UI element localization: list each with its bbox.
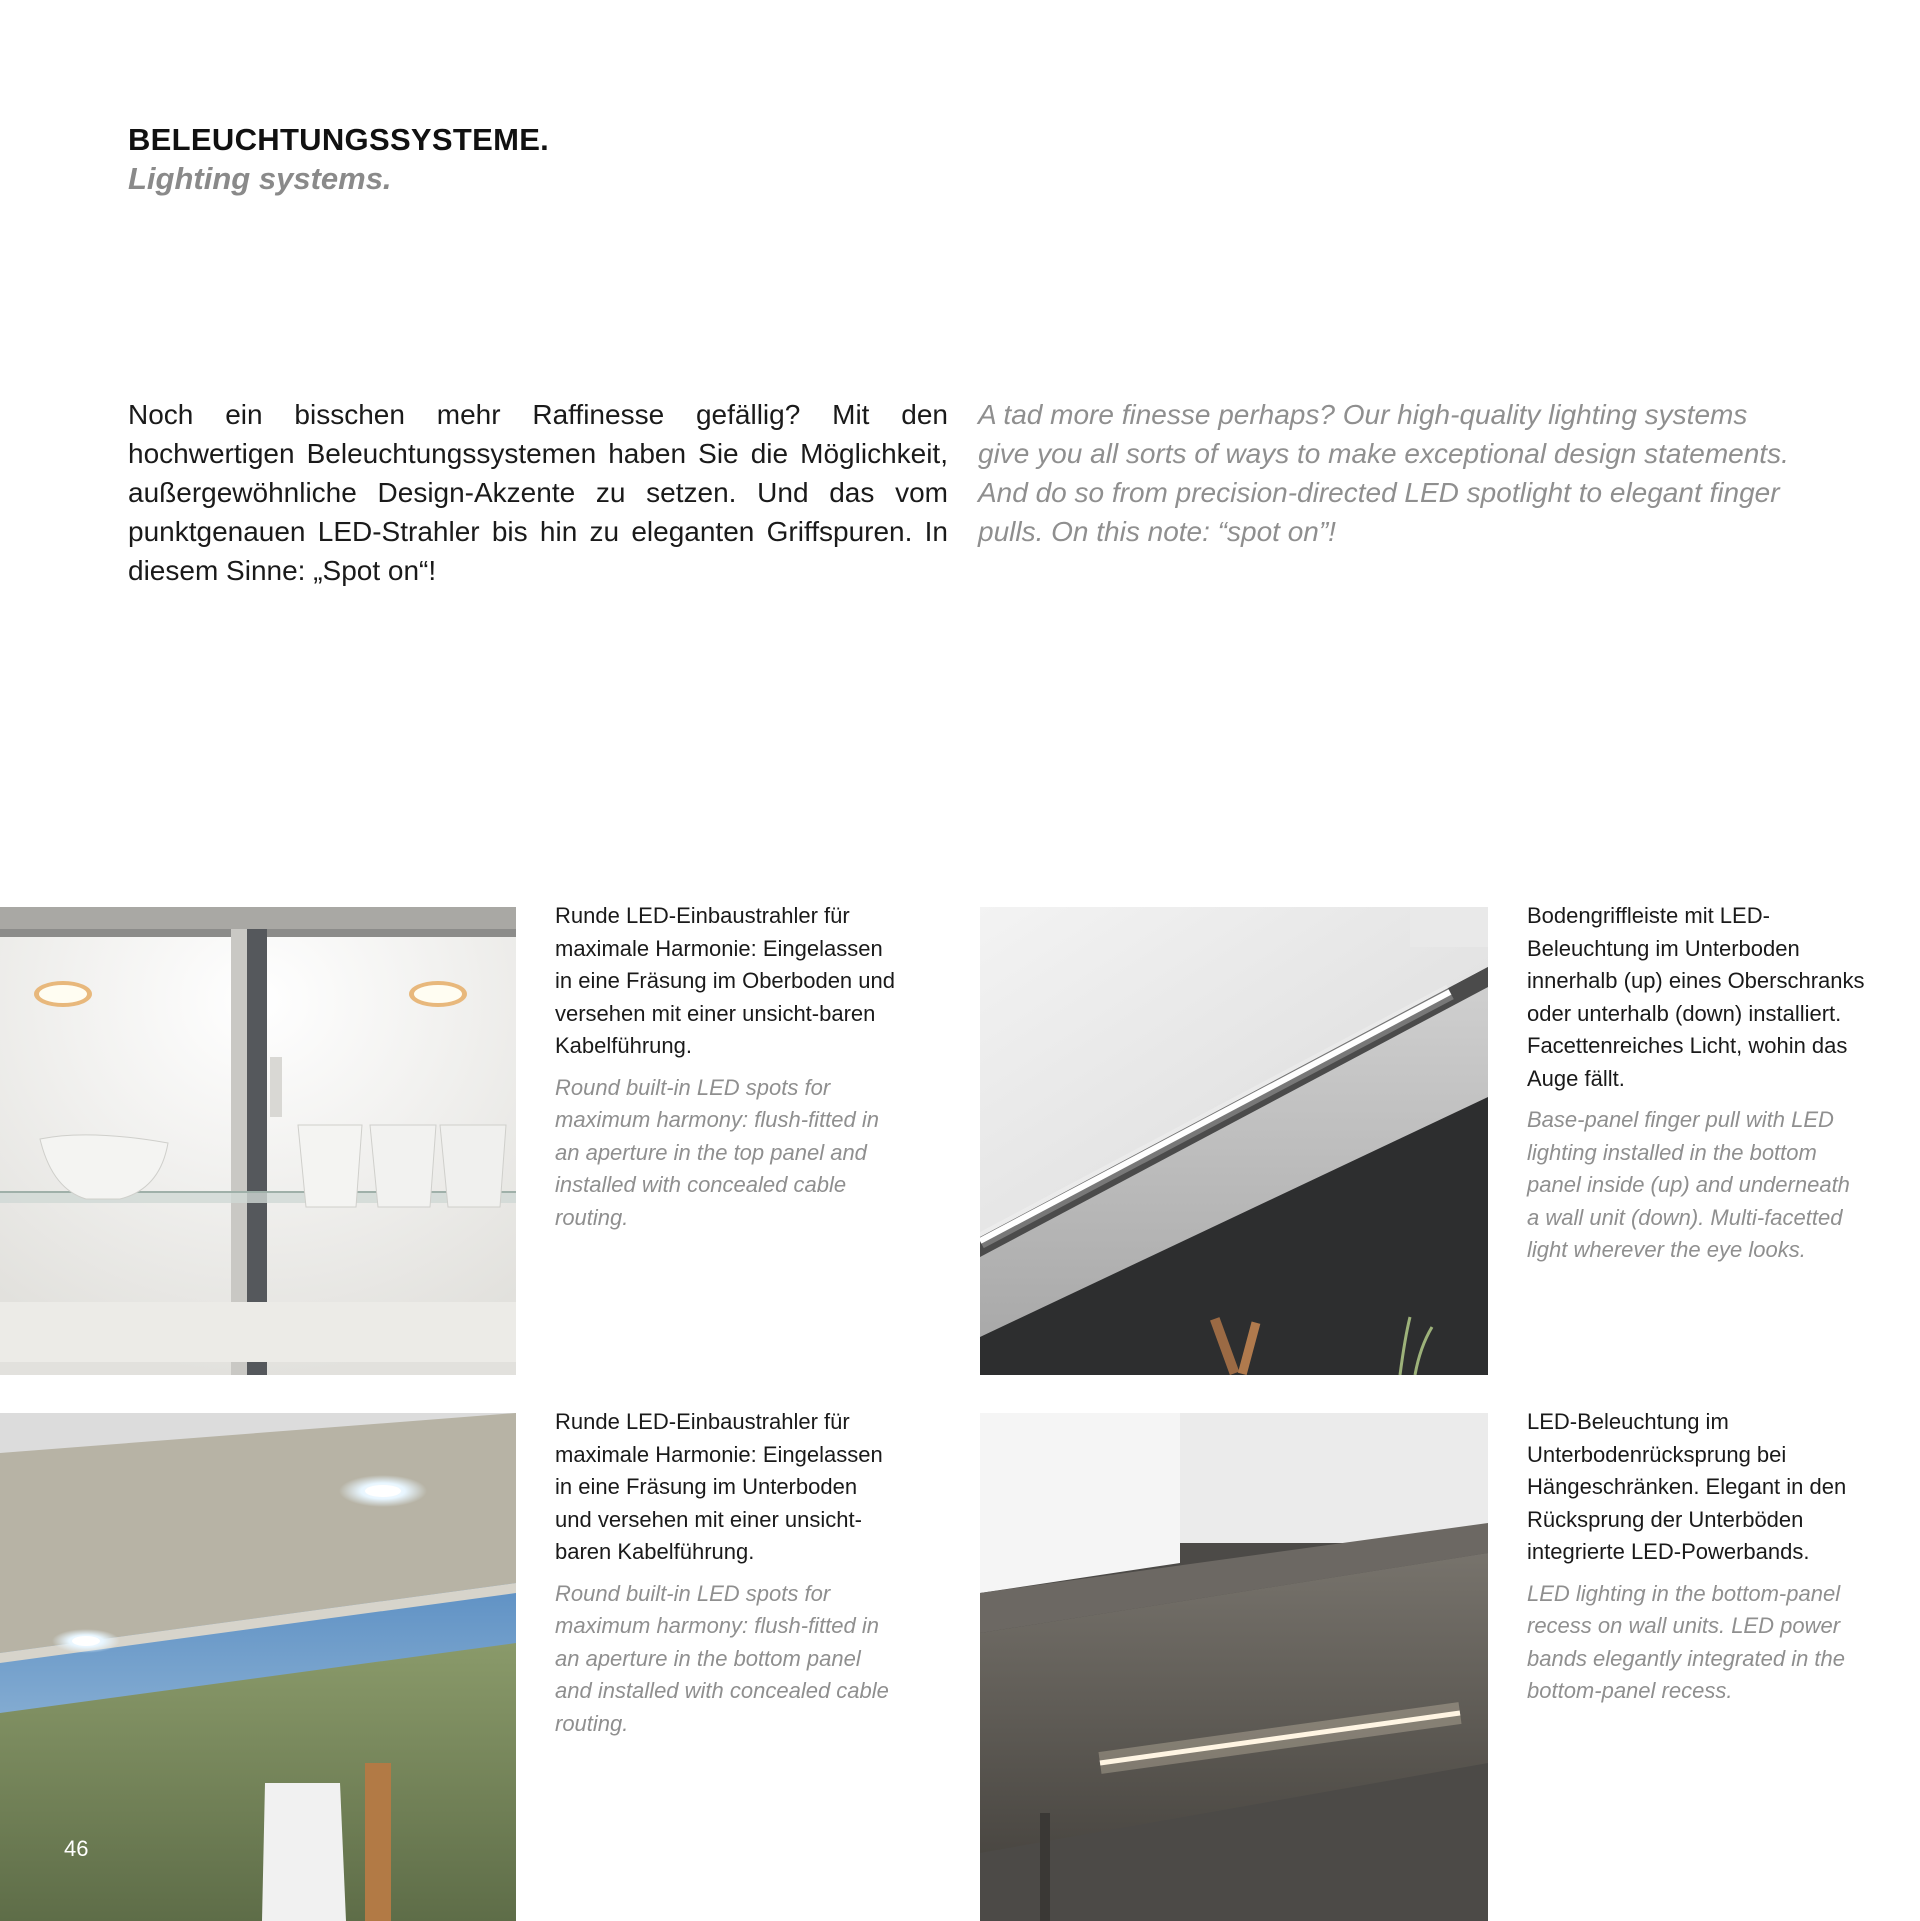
intro-text-en: A tad more finesse perhaps? Our high-quality lighting systems give you all sorts of ways to make exceptional design statements. And do so from precision-directed LED spotlight to elegant finger pulls. On this note: “spot on”! <box>978 399 1789 547</box>
page-number: 46 <box>64 1836 89 1861</box>
caption-en: Round built-in LED spots for maximum harmony: flush-fitted in an aperture in the top panel and installed with concealed cable routing. <box>555 1074 879 1230</box>
caption-de: Bodengriffleiste mit LED-Beleuchtung im Unterboden innerhalb (up) eines Oberschranks oder unterhalb (down) installiert. Facettenreiches Licht, wohin das Auge fällt. <box>1527 903 1865 1091</box>
caption-item-2 <box>1527 900 1867 1267</box>
photo-base-panel-led-strip <box>980 907 1488 1375</box>
caption-item-1 <box>555 900 895 1234</box>
caption-de: LED-Beleuchtung im Unterbodenrücksprung bei Hängeschränken. Elegant in den Rücksprung der Unterböden integrierte LED-Powerbands. <box>1527 1409 1847 1564</box>
caption-en: LED lighting in the bottom-panel recess on wall units. LED power bands elegantly integrated in the bottom-panel recess. <box>1527 1580 1846 1703</box>
intro-text-de: Noch ein bisschen mehr Raffinesse gefällig? Mit den hochwertigen Beleuchtungssystemen haben Sie die Möglichkeit, außergewöhnliche Design-Akzente zu setzen. Und das vom punktgenauen LED-Strahler bis hin zu eleganten Griffspuren. In diesem Sinne: „Spot on“! <box>128 399 948 586</box>
photo-cabinet-top-spots <box>0 907 516 1375</box>
caption-de: Runde LED-Einbaustrahler für maximale Harmonie: Eingelassen in eine Fräsung im Unterboden und versehen mit einer unsicht-baren Kabelführung. <box>555 1409 883 1564</box>
caption-en: Base-panel finger pull with LED lighting installed in the bottom panel inside (up) and underneath a wall unit (down). Multi-facetted light wherever the eye looks. <box>1527 1107 1850 1262</box>
caption-item-4 <box>1527 1406 1867 1708</box>
caption-en: Round built-in LED spots for maximum harmony: flush-fitted in an aperture in the bottom panel and installed with concealed cable routing. <box>555 1580 889 1736</box>
page-title: BELEUCHTUNGSSYSTEME. <box>128 122 550 157</box>
caption-de: Runde LED-Einbaustrahler für maximale Harmonie: Eingelassen in eine Fräsung im Oberboden und versehen mit einer unsicht-baren Kabelführung. <box>555 903 895 1058</box>
caption-item-3 <box>555 1406 895 1740</box>
photo-recess-powerband <box>980 1413 1488 1921</box>
page-subtitle: Lighting systems. <box>128 161 392 196</box>
